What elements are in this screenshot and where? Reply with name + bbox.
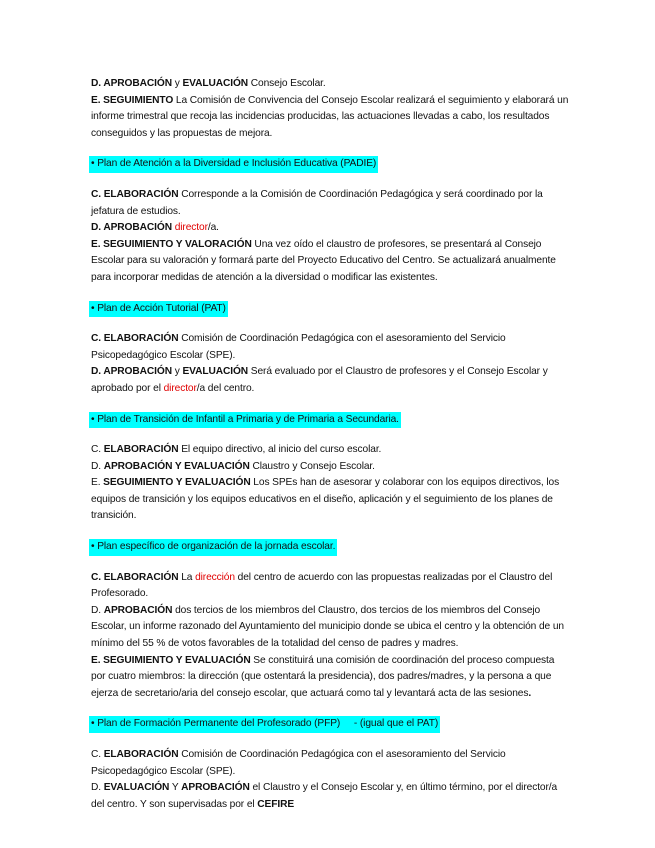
label-aprobacion: D. APROBACIÓN <box>91 78 172 89</box>
heading-transicion: • Plan de Transición de Infantil a Primaria y de Primaria a Secundaria. <box>89 412 401 429</box>
transicion-elaboracion: C. ELABORACIÓN El equipo directivo, al inicio del curso escolar. <box>91 444 382 456</box>
pfp-elaboracion: C. ELABORACIÓN Comisión de Coordinación Pedagógica con el asesoramiento del Servicio Psicopedagógico Escolar (SPE). <box>91 749 506 777</box>
transicion-seguimiento: E. SEGUIMIENTO Y EVALUACIÓN Los SPEs han de asesorar y colaborar con los equipos directivos, los equipos de transición y los equipos educativos en el diseño, aplicación y el seguimiento de los planes de transición. <box>91 477 560 522</box>
document-page <box>91 76 571 813</box>
pat-aprobacion: D. APROBACIÓN y EVALUACIÓN Será evaluado por el Claustro de profesores y el Consejo Escolar y aprobado por el director/a del centro. <box>91 366 548 394</box>
padie-aprobacion: D. APROBACIÓN director/a. <box>91 222 219 234</box>
pfp-evaluacion: D. EVALUACIÓN Y APROBACIÓN el Claustro y el Consejo Escolar y, en último término, por el director/a del centro. Y son supervisadas por el CEFIRE <box>91 782 558 810</box>
section-aprobacion-convivencia: D. APROBACIÓN y EVALUACIÓN Consejo Escolar. <box>91 78 326 89</box>
jornada-aprobacion: D. APROBACIÓN dos tercios de los miembros del Claustro, dos tercios de los miembros del Consejo Escolar, un informe razonado del Ayuntamiento del municipio donde se ubica el centro y la obtención de un mínimo del 55 % de votos favorables de la totalidad del censo de padres y madres. <box>91 604 564 650</box>
pat-elaboracion: C. ELABORACIÓN Comisión de Coordinación Pedagógica con el asesoramiento del Servicio Psicopedagógico Escolar (SPE). <box>91 333 506 361</box>
heading-jornada: • Plan específico de organización de la jornada escolar. <box>89 539 337 556</box>
transicion-aprobacion: D. APROBACIÓN Y EVALUACIÓN Claustro y Consejo Escolar. <box>91 460 375 472</box>
padie-seguimiento: E. SEGUIMIENTO Y VALORACIÓN Una vez oído el claustro de profesores, se presentará al Consejo Escolar para su valoración y formará parte del Proyecto Educativo del Centro. Se actualizará anualmente para incorporar medidas de atención a la diversidad o modificar las existentes. <box>91 238 556 283</box>
heading-padie: • Plan de Atención a la Diversidad e Inclusión Educativa (PADIE) <box>89 156 378 173</box>
jornada-seguimiento: E. SEGUIMIENTO Y EVALUACIÓN Se constituirá una comisión de coordinación del proceso compuesta por cuatro miembros: la dirección (que ostentará la presidencia), dos padres/madres, y la persona a que ejerza de secretario/aria del consejo escolar, que actuará como tal y levantará acta de las sesiones. <box>91 654 555 699</box>
padie-elaboracion: C. ELABORACIÓN Corresponde a la Comisión de Coordinación Pedagógica y será coordinado por la jefatura de estudios. <box>91 188 543 217</box>
label-seguimiento: E. SEGUIMIENTO <box>91 94 174 106</box>
heading-pfp: • Plan de Formación Permanente del Profesorado (PFP) - (igual que el PAT) <box>89 716 440 733</box>
jornada-elaboracion: C. ELABORACIÓN La dirección del centro de acuerdo con las propuestas realizadas por el Claustro del Profesorado. <box>91 571 553 600</box>
section-seguimiento-convivencia: E. SEGUIMIENTO La Comisión de Convivencia del Consejo Escolar realizará el seguimiento y elaborará un informe trimestral que recoja las incidencias producidas, las actuaciones llevadas a cabo, los resultados conseguidos y las propuestas de mejora. <box>91 94 569 139</box>
heading-pat: • Plan de Acción Tutorial (PAT) <box>89 301 228 318</box>
